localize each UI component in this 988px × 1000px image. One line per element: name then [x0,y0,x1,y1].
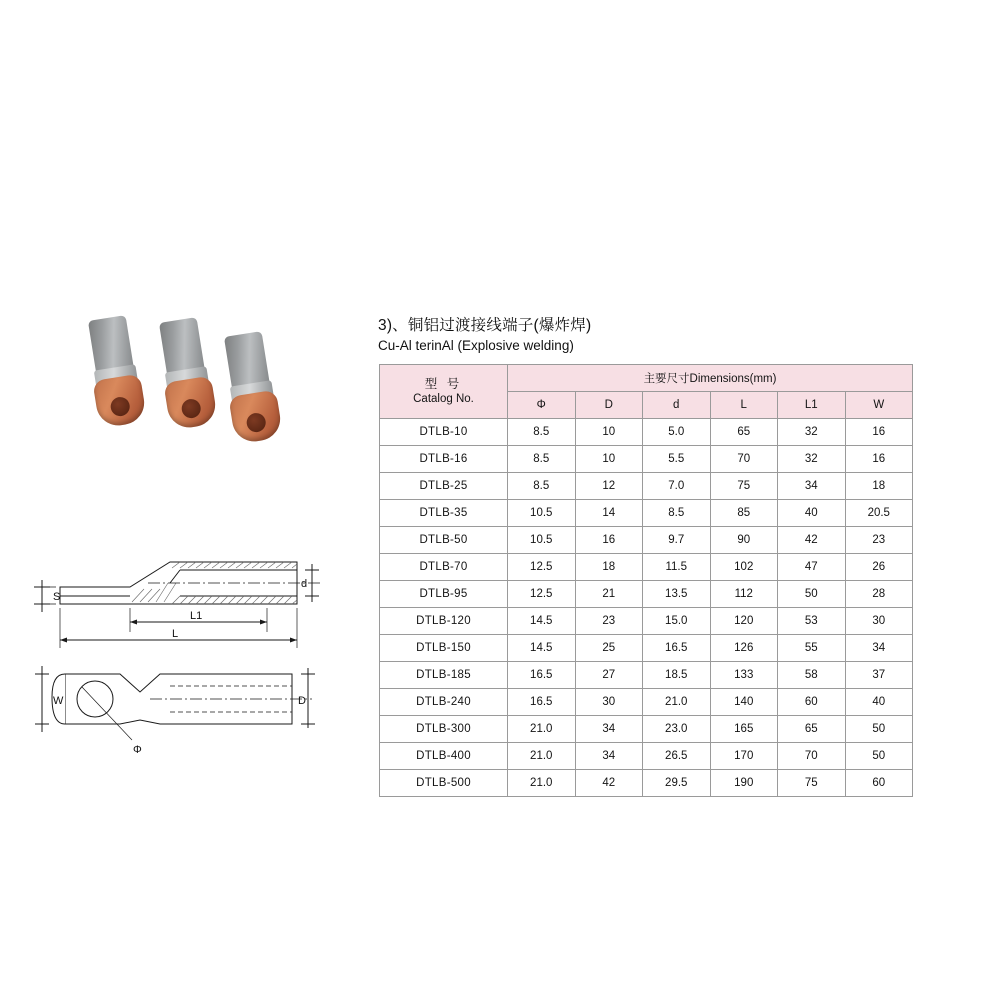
technical-drawing [20,540,350,760]
cell-L: 190 [710,770,778,797]
header-col-d: d [643,392,711,419]
table-row [380,635,913,662]
section-title-en: Cu-Al terinAl (Explosive welding) [378,338,574,353]
cell-d: 26.5 [643,743,711,770]
cell-phi: 10.5 [508,500,576,527]
cell-d: 8.5 [643,500,711,527]
cell-L1: 32 [778,419,846,446]
table-row [380,689,913,716]
table-row [380,419,913,446]
cell-phi: 8.5 [508,419,576,446]
cell-d: 9.7 [643,527,711,554]
table-row [380,446,913,473]
table-row [380,473,913,500]
product-photo [60,310,290,440]
label-l: L [172,628,179,640]
cell-phi: 14.5 [508,635,576,662]
header-row-group [380,365,913,392]
spec-table [379,364,913,797]
cell-W: 26 [845,554,913,581]
header-col-D: D [575,392,643,419]
technical-drawing-svg [20,540,350,760]
cell-phi: 21.0 [508,716,576,743]
cell-W: 28 [845,581,913,608]
cell-W: 30 [845,608,913,635]
cell-D: 42 [575,770,643,797]
label-d: d [301,578,308,590]
header-col-W: W [845,392,913,419]
cell-phi: 21.0 [508,770,576,797]
table-row [380,662,913,689]
section-heading [378,316,938,355]
cell-phi: 16.5 [508,689,576,716]
table-row [380,527,913,554]
cell-model: DTLB-500 [380,770,508,797]
cell-phi: 8.5 [508,473,576,500]
cell-L1: 42 [778,527,846,554]
cell-d: 7.0 [643,473,711,500]
cell-model: DTLB-16 [380,446,508,473]
cell-L: 112 [710,581,778,608]
cell-W: 37 [845,662,913,689]
cell-D: 14 [575,500,643,527]
cell-D: 18 [575,554,643,581]
cell-d: 11.5 [643,554,711,581]
spec-table-body [380,419,913,797]
cell-d: 23.0 [643,716,711,743]
cell-phi: 14.5 [508,608,576,635]
cell-L1: 34 [778,473,846,500]
cell-d: 16.5 [643,635,711,662]
cell-D: 21 [575,581,643,608]
cell-model: DTLB-240 [380,689,508,716]
cell-phi: 16.5 [508,662,576,689]
cell-d: 5.5 [643,446,711,473]
cell-D: 34 [575,716,643,743]
cell-model: DTLB-10 [380,419,508,446]
cell-L: 133 [710,662,778,689]
cell-d: 29.5 [643,770,711,797]
table-row [380,743,913,770]
cell-L: 120 [710,608,778,635]
header-model-en: Catalog No. [413,392,474,405]
cell-D: 10 [575,419,643,446]
cell-L1: 40 [778,500,846,527]
cell-D: 23 [575,608,643,635]
cell-W: 40 [845,689,913,716]
cell-W: 16 [845,419,913,446]
cell-L: 165 [710,716,778,743]
cell-phi: 12.5 [508,554,576,581]
cell-L: 90 [710,527,778,554]
cell-model: DTLB-95 [380,581,508,608]
cell-model: DTLB-185 [380,662,508,689]
label-phi: Φ [133,744,142,756]
cell-model: DTLB-300 [380,716,508,743]
cell-D: 12 [575,473,643,500]
cell-L: 65 [710,419,778,446]
cell-L: 170 [710,743,778,770]
cell-L1: 50 [778,581,846,608]
cell-L1: 55 [778,635,846,662]
cell-L: 140 [710,689,778,716]
cell-W: 23 [845,527,913,554]
cell-L: 75 [710,473,778,500]
cell-L1: 47 [778,554,846,581]
table-row [380,500,913,527]
cell-phi: 10.5 [508,527,576,554]
table-row [380,716,913,743]
cell-D: 34 [575,743,643,770]
cell-d: 5.0 [643,419,711,446]
cell-phi: 21.0 [508,743,576,770]
cell-L: 70 [710,446,778,473]
cell-D: 10 [575,446,643,473]
cell-model: DTLB-150 [380,635,508,662]
header-model [380,365,508,419]
cell-D: 16 [575,527,643,554]
spec-table-head [380,365,913,419]
cell-model: DTLB-50 [380,527,508,554]
cell-d: 18.5 [643,662,711,689]
cell-D: 30 [575,689,643,716]
cell-d: 15.0 [643,608,711,635]
cell-model: DTLB-35 [380,500,508,527]
cell-L: 85 [710,500,778,527]
table-row [380,554,913,581]
cell-model: DTLB-120 [380,608,508,635]
cell-W: 60 [845,770,913,797]
cell-L1: 58 [778,662,846,689]
label-s: S [53,591,61,603]
cell-D: 25 [575,635,643,662]
cell-L1: 65 [778,716,846,743]
header-col-L: L [710,392,778,419]
cell-model: DTLB-70 [380,554,508,581]
cell-model: DTLB-400 [380,743,508,770]
cell-W: 18 [845,473,913,500]
cell-L1: 75 [778,770,846,797]
cell-W: 34 [845,635,913,662]
label-w: W [53,695,64,707]
header-col-L1: L1 [778,392,846,419]
cell-phi: 8.5 [508,446,576,473]
cell-d: 21.0 [643,689,711,716]
cell-D: 27 [575,662,643,689]
cell-L: 126 [710,635,778,662]
table-row [380,581,913,608]
table-row [380,770,913,797]
cell-W: 16 [845,446,913,473]
section-title-cn: 3)、铜铝过渡接线端子(爆炸焊) [378,317,592,334]
cell-phi: 12.5 [508,581,576,608]
cell-model: DTLB-25 [380,473,508,500]
cell-W: 50 [845,716,913,743]
cell-L: 102 [710,554,778,581]
cell-L1: 60 [778,689,846,716]
label-d-outer: D [298,695,306,707]
label-l1: L1 [190,610,203,622]
table-row [380,608,913,635]
spec-table-container [379,364,912,797]
cell-L1: 53 [778,608,846,635]
header-col-phi: Φ [508,392,576,419]
cell-W: 20.5 [845,500,913,527]
header-dimensions-group: 主要尺寸Dimensions(mm) [508,365,913,392]
cell-W: 50 [845,743,913,770]
cell-d: 13.5 [643,581,711,608]
cell-L1: 32 [778,446,846,473]
cell-L1: 70 [778,743,846,770]
header-model-cn: 型 号 [424,376,463,391]
